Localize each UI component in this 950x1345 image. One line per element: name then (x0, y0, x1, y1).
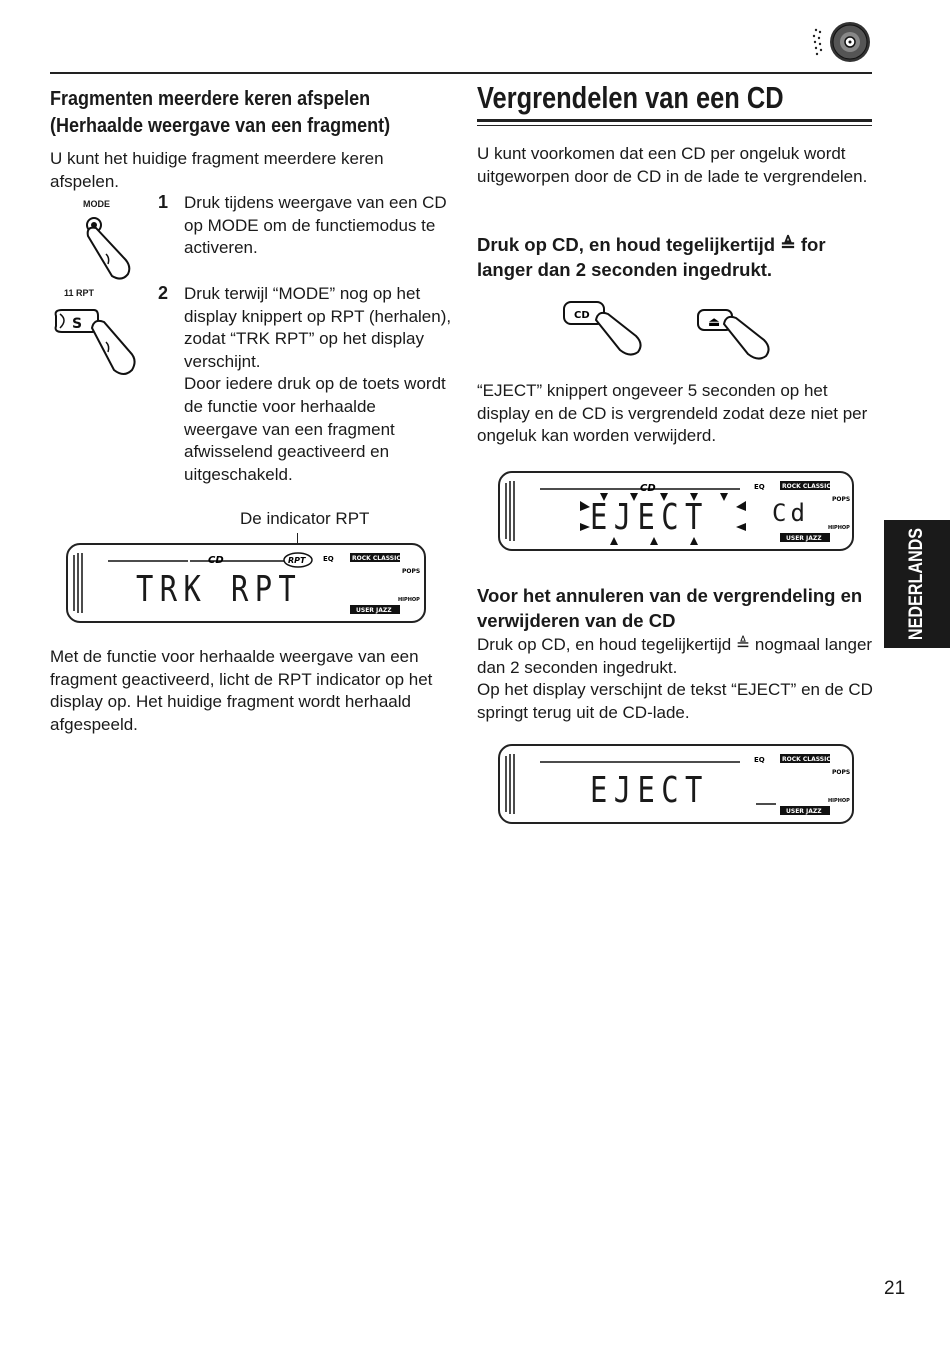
language-tab-label: NEDERLANDS (906, 527, 927, 641)
finger-pressing-cd-button-icon (560, 296, 650, 356)
page-number: 21 (884, 1278, 906, 1299)
lcd-rock-classic: ROCK CLASSIC (782, 483, 831, 490)
unlock-instruction-2: Op het display verschijnt de tekst “EJECT” en de CD springt terug uit de CD-lade. (477, 680, 873, 722)
cd-disc-icon (808, 20, 874, 66)
eject-button-label: ⏏ (708, 315, 721, 330)
lcd-hiphop: HIPHOP (828, 525, 850, 531)
lcd-user-jazz: USER JAZZ (356, 607, 392, 614)
lcd-pops: POPS (832, 769, 851, 776)
lcd-rock-classic: ROCK CLASSIC (352, 555, 401, 562)
lcd-rpt-badge: RPT (288, 556, 306, 565)
finger-pressing-mode-button-icon (66, 208, 156, 286)
finger-pressing-rpt-button-icon (50, 298, 150, 382)
step-2-text-part2: Door iedere druk op de toets wordt de functie voor herhaalde weergave van een fragment afwisselend geactiveerd en uitgeschakeld. (184, 374, 446, 484)
lcd-pops: POPS (832, 496, 851, 503)
lcd-hiphop: HIPHOP (398, 597, 420, 603)
eject-blink-paragraph: “EJECT” knippert ongeveer 5 seconden op het display en de CD is vergrendeld zodat deze niet per ongeluk kan worden verwijderd. (477, 381, 868, 446)
lcd-secondary-text: Cd (772, 499, 809, 527)
unlock-instructions (477, 634, 877, 724)
lcd-main-text: EJECT (590, 770, 709, 811)
lock-instruction: Druk op CD, en houd tegelijkertijd ≜ for langer dan 2 seconden ingedrukt. (477, 234, 826, 280)
language-side-tab (884, 520, 950, 648)
right-intro: U kunt voorkomen dat een CD per ongeluk wordt uitgeworpen door de CD in de lade te vergrendelen. (477, 144, 868, 186)
lcd-user-jazz: USER JAZZ (786, 808, 822, 815)
step-1-number: 1 (158, 192, 169, 212)
lcd-eq-label: EQ (754, 483, 765, 491)
left-intro: U kunt het huidige fragment meerdere keren afspelen. (50, 149, 384, 191)
rpt-key-label: S (72, 316, 83, 332)
lcd-main-text: EJECT (590, 497, 709, 538)
step-2-number: 2 (158, 283, 169, 303)
unlock-subtitle: Voor het annuleren van de vergrendeling en verwijderen van de CD (477, 585, 863, 631)
top-rule (50, 72, 872, 74)
lcd-cd-indicator: CD (640, 483, 656, 494)
left-closing-paragraph: Met de functie voor herhaalde weergave van een fragment geactiveerd, licht de RPT indicator op het display op. Het huidige fragment wordt herhaald afgespeeld. (50, 647, 433, 734)
right-section-title: Vergrendelen van een CD (477, 80, 784, 115)
step-2-text (184, 283, 454, 486)
cd-button-label: CD (574, 310, 590, 321)
lcd-eq-label: EQ (754, 756, 765, 764)
left-section-title: Fragmenten meerdere keren afspelen (Herhaalde weergave van een fragment) (50, 88, 391, 137)
lcd-main-text: TRK RPT (136, 569, 303, 610)
lcd-pops: POPS (402, 568, 421, 575)
step-2-text-part1: Druk terwijl “MODE” nog op het display knippert op RPT (herhalen), zodat “TRK RPT” op het display verschijnt. (184, 284, 452, 371)
lcd-display-eject-cd (498, 471, 854, 551)
title-rule-thin (477, 125, 872, 126)
lcd-display-eject (498, 744, 854, 824)
lcd-user-jazz: USER JAZZ (786, 535, 822, 542)
step-1-text: Druk tijdens weergave van een CD op MODE om de functiemodus te activeren. (184, 193, 447, 258)
lcd-hiphop: HIPHOP (828, 798, 850, 804)
lcd-cd-indicator: CD (208, 555, 224, 566)
rpt-indicator-label: De indicator RPT (240, 509, 370, 528)
lcd-display-trk-rpt (66, 543, 426, 623)
mode-button-label: MODE (83, 199, 110, 209)
finger-pressing-eject-button-icon (692, 300, 782, 360)
unlock-instruction-1: Druk op CD, en houd tegelijkertijd ≜ nogmaal langer dan 2 seconden ingedrukt. (477, 635, 873, 677)
lcd-rock-classic: ROCK CLASSIC (782, 756, 831, 763)
rpt-button-label: 11 RPT (64, 288, 95, 298)
title-rule (477, 119, 872, 122)
lcd-eq-label: EQ (323, 555, 334, 563)
